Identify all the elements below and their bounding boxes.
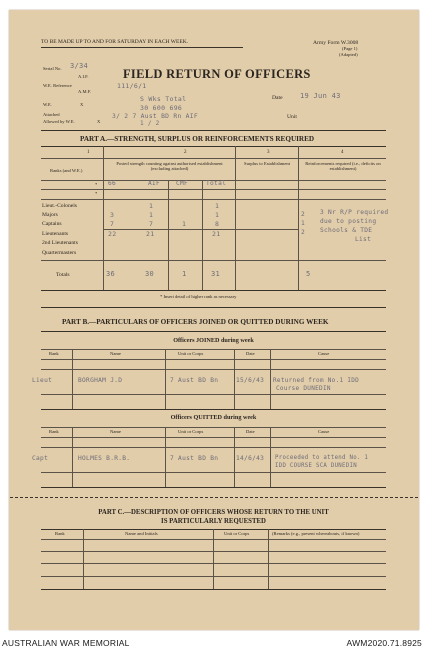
- reinf-num-3: 2: [301, 229, 306, 236]
- totals-aif: 30: [145, 270, 155, 278]
- joined-divider-1: [72, 349, 73, 409]
- col-number-3: 3: [267, 150, 270, 155]
- part-c-row-rule-1: [41, 551, 386, 552]
- surplus-header: Surplus to Establishment: [244, 161, 290, 166]
- quitted-col-date: Date: [246, 429, 255, 434]
- attached-values-2: 1 / 2: [140, 120, 160, 127]
- joined-cause: Returned from No.1 IDD: [273, 377, 360, 384]
- page-note: (Page 1): [342, 46, 358, 51]
- quitted-col-rank: Rank: [49, 429, 59, 434]
- part-c-col-unit: Unit or Corps: [224, 531, 250, 536]
- part-a-top-rule: [41, 130, 386, 131]
- unit-label: Unit: [287, 114, 297, 120]
- part-c-divider-1: [83, 529, 84, 589]
- date-value: 19 Jun 43: [300, 92, 341, 100]
- part-a-divider-3: [298, 146, 299, 290]
- part-c-heading: PART C.—DESCRIPTION OF OFFICERS WHOSE RETURN TO THE UNIT: [98, 509, 329, 516]
- quitted-divider-3: [234, 427, 235, 487]
- majors-total: 1: [215, 211, 220, 219]
- army-form-number: Army Form W.3008: [313, 40, 359, 46]
- part-a-bottom-rule: [41, 290, 386, 291]
- joined-divider-2: [165, 349, 166, 409]
- part-c-col-remarks: (Remarks (e.g., present whereabouts, if known): [272, 531, 360, 536]
- we-reference-value: 111/6/1: [117, 82, 147, 90]
- star-2: *: [95, 191, 98, 196]
- quitted-col-cause: Cause: [318, 429, 330, 434]
- joined-col-date: Date: [246, 351, 255, 356]
- joined-col-cause: Cause: [318, 351, 330, 356]
- rank-majors: Majors: [42, 212, 58, 218]
- part-c-heading-2: IS PARTICULARLY REQUESTED: [161, 518, 266, 525]
- part-c-col-name: Name and Initials: [125, 531, 158, 536]
- rank-2nd-lieutenants: 2nd Lieutenants: [42, 240, 78, 246]
- part-c-divider-2: [213, 529, 214, 589]
- joined-col-name: Name: [110, 351, 121, 356]
- joined-cause-2: Course DUNEDIN: [276, 385, 331, 392]
- subheader-total: Total: [206, 180, 227, 187]
- top-note-underline: [41, 47, 243, 48]
- part-c-bottom-rule: [41, 589, 386, 590]
- typed-col1-top: 66: [108, 180, 117, 187]
- joined-header-rule: [41, 359, 386, 360]
- joined-title: Officers JOINED during week: [173, 337, 254, 344]
- part-c-col-rank: Rank: [55, 531, 65, 536]
- joined-row-rule-2: [41, 394, 386, 395]
- joined-date: 15/6/43: [236, 377, 265, 384]
- posted-strength-header: Posted strength counting against authorised establishment (excluding attached): [116, 161, 223, 171]
- captains-cmf: 1: [182, 220, 187, 228]
- quitted-cause: Proceeded to attend No. 1: [275, 455, 369, 461]
- part-c-divider-3: [268, 529, 269, 589]
- part-b-heading-rule: [41, 331, 386, 332]
- joined-unit: 7 Aust BD Bn: [170, 377, 219, 384]
- part-b-bottom-rule: [41, 487, 386, 488]
- quitted-divider-1: [72, 427, 73, 487]
- ranks-header: Ranks (and W.E.): [50, 168, 83, 173]
- part-c-row-rule-3: [41, 576, 386, 577]
- quitted-divider-2: [165, 427, 166, 487]
- attached-label: Attached: [43, 112, 60, 117]
- date-label: Date: [272, 95, 283, 101]
- quitted-date: 14/6/43: [236, 455, 265, 462]
- totals-reinforcements: 5: [306, 270, 311, 278]
- quitted-col-name: Name: [110, 429, 121, 434]
- part-a-divider-2: [235, 146, 236, 290]
- part-a-heading: PART A.—STRENGTH, SURPLUS OR REINFORCEMENTS REQUIRED: [80, 135, 315, 143]
- star-row-rule-2: [41, 199, 386, 200]
- totals-cmf: 1: [182, 270, 187, 278]
- quartermasters-rule: [41, 260, 386, 261]
- reinf-line-3: Schools & TDE: [320, 227, 373, 234]
- part-a-divider-1: [103, 146, 104, 290]
- allowed-x: X: [97, 119, 101, 124]
- lieutenants-total: 21: [212, 230, 221, 238]
- amf-label: A.M.F.: [78, 89, 92, 94]
- attached-values: 3/ 2 7 Aust BD Rn AIF: [112, 113, 198, 120]
- joined-divider-4: [270, 349, 271, 409]
- perforation-line: [10, 497, 418, 498]
- joined-rank: Lieut: [32, 377, 53, 384]
- serial-value: 3/34: [70, 62, 89, 70]
- part-a-footnote: * Insert detail of higher rank as necessary: [160, 294, 237, 299]
- allowed-label: Allowed by W.E.: [43, 119, 75, 124]
- joined-bottom-rule: [41, 409, 386, 410]
- col-number-4: 4: [341, 150, 344, 155]
- reinf-line-1: 3 Nr R/P required: [320, 209, 389, 216]
- star-row-rule-1: [41, 189, 386, 190]
- joined-col-rank: Rank: [49, 351, 59, 356]
- we-x: X: [80, 102, 84, 107]
- rank-quartermasters: Quartermasters: [42, 250, 77, 256]
- quitted-col-unit: Unit or Corps: [178, 429, 204, 434]
- joined-name: BORGHAM J.D: [78, 377, 123, 384]
- captains-col1: 7: [110, 220, 115, 228]
- col-number-1: 1: [87, 150, 90, 155]
- part-a-subdivider-1: [168, 180, 169, 290]
- rank-captains: Captains: [42, 221, 62, 227]
- quitted-header-rule: [41, 437, 386, 438]
- aif-label: A.I.F.: [78, 74, 89, 79]
- reinf-num-2: 1: [301, 220, 306, 227]
- form-title: FIELD RETURN OF OFFICERS: [123, 67, 311, 81]
- top-note: TO BE MADE UP TO AND FOR SATURDAY IN EACH WEEK.: [41, 39, 189, 45]
- quitted-unit: 7 Aust BD Bn: [170, 455, 219, 462]
- joined-divider-3: [234, 349, 235, 409]
- joined-header-top-rule: [41, 349, 386, 350]
- totals-total: 31: [211, 270, 221, 278]
- totals-label: Totals: [56, 272, 70, 278]
- we-reference-label: W.E. Reference: [43, 83, 72, 88]
- part-c-row-rule-2: [41, 563, 386, 564]
- quitted-cause-2: IDD COURSE SCA DUNEDIN: [275, 463, 357, 469]
- joined-row-rule-1: [41, 369, 386, 370]
- quitted-title: Officers QUITTED during week: [170, 414, 257, 421]
- we-reference-value-2: S Wks Total: [140, 95, 187, 103]
- majors-col1: 3: [110, 211, 115, 219]
- captains-row-rule: [103, 229, 298, 230]
- quitted-row-rule-2: [41, 472, 386, 473]
- part-a-heading-rule: [41, 146, 386, 147]
- col-number-2: 2: [184, 150, 187, 155]
- part-a-subdivider-2: [202, 180, 203, 290]
- part-b-heading: PART B.—PARTICULARS OF OFFICERS JOINED OR QUITTED DURING WEEK: [62, 318, 329, 326]
- captains-aif: 7: [149, 220, 154, 228]
- reinf-line-2: due to posting: [320, 218, 377, 225]
- quitted-header-top-rule: [41, 427, 386, 428]
- quitted-divider-4: [270, 427, 271, 487]
- lieutenants-aif: 21: [146, 230, 155, 238]
- lieutenants-col1: 22: [108, 230, 117, 238]
- majors-aif: 1: [149, 211, 154, 219]
- adapted-note: (Adapted): [339, 52, 358, 57]
- serial-label: Serial No.: [43, 66, 62, 71]
- quitted-rank: Capt: [32, 455, 49, 462]
- col-number-rule: [41, 158, 386, 159]
- captains-total: 8: [215, 220, 220, 228]
- reinf-num-1: 2: [301, 211, 306, 218]
- footer-accession-number: AWM2020.71.8925: [346, 638, 422, 648]
- part-b-top-rule: [41, 307, 386, 308]
- star-1: *: [95, 182, 98, 187]
- reinf-line-4: List: [355, 236, 372, 243]
- we-label: W.E.: [43, 102, 53, 107]
- totals-col1: 36: [106, 270, 116, 278]
- we-values: 30 600 696: [140, 104, 183, 112]
- rank-lieutenants: Lieutenants: [42, 231, 69, 237]
- subheader-aif: AIF: [148, 180, 161, 187]
- reinforcements-header: Reinforcements required (i.e., deficits on establishment): [305, 161, 381, 171]
- footer-institution: AUSTRALIAN WAR MEMORIAL: [2, 638, 130, 648]
- quitted-row-rule-1: [41, 447, 386, 448]
- subheader-cmf: CMF: [176, 180, 189, 187]
- joined-col-unit: Unit or Corps: [178, 351, 204, 356]
- lt-col-total: 1: [215, 202, 220, 210]
- lt-col-aif: 1: [149, 202, 154, 210]
- quitted-name: HOLMES B.R.B.: [78, 455, 131, 462]
- rank-lieut-colonels: Lieut.-Colonels: [42, 203, 77, 209]
